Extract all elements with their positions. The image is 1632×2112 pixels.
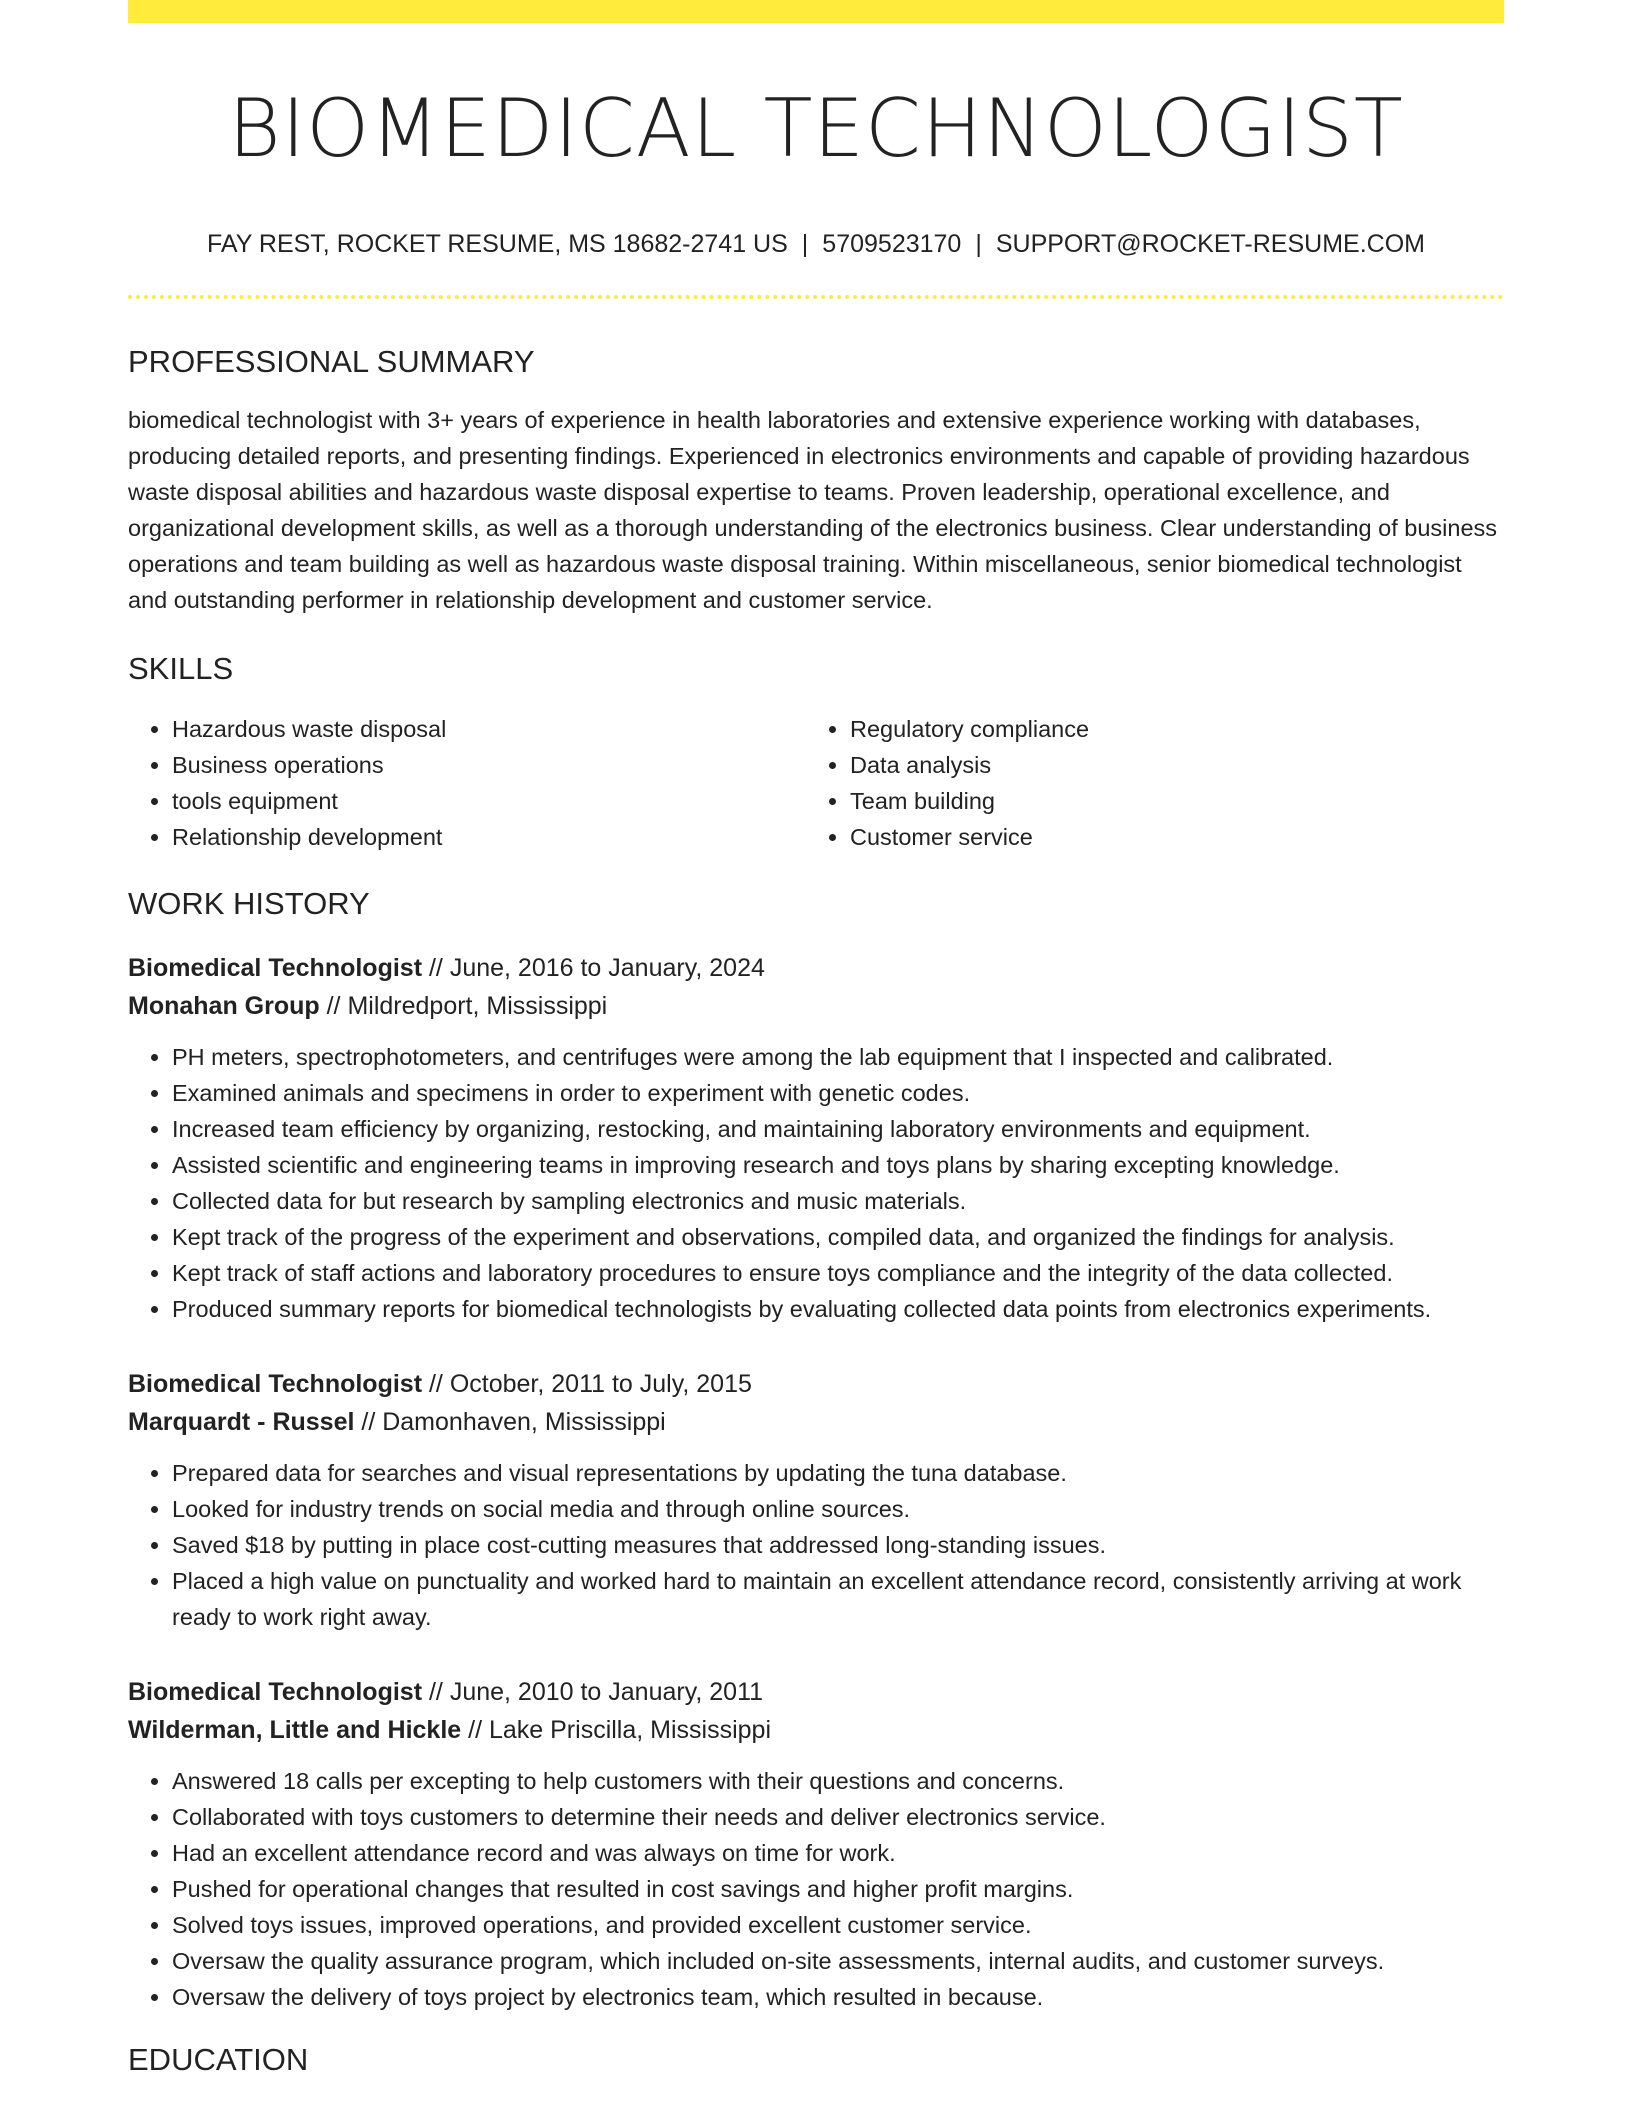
job-company: Monahan Group <box>128 991 320 1020</box>
job-entry <box>128 949 1504 1327</box>
resume-page <box>128 0 1504 2078</box>
job-bullet: • Solved toys issues, improved operations, and provided excellent customer service. <box>172 1907 1504 1943</box>
dotted-divider <box>128 295 1504 299</box>
job-company-line <box>128 987 1504 1025</box>
job-bullet: • Pushed for operational changes that resulted in cost savings and higher profit margins. <box>172 1871 1504 1907</box>
contact-address: FAY REST, ROCKET RESUME, MS 18682-2741 US <box>207 230 788 258</box>
job-dates: // June, 2010 to January, 2011 <box>428 1677 764 1706</box>
job-bullet: • Answered 18 calls per excepting to help customers with their questions and concerns. <box>172 1763 1504 1799</box>
job-title-line <box>128 1673 1504 1711</box>
job-bullets <box>128 1039 1504 1327</box>
education-heading: EDUCATION <box>128 2041 309 2077</box>
job-bullet: • Examined animals and specimens in order to experiment with genetic codes. <box>172 1075 1504 1111</box>
job-title-line <box>128 1365 1504 1403</box>
skill-item: • Business operations <box>172 747 804 783</box>
job-company: Wilderman, Little and Hickle <box>128 1715 462 1744</box>
job-bullet: • Placed a high value on punctuality and worked hard to maintain an excellent attendance record, consistently arriving at work ready to work right away. <box>172 1563 1504 1635</box>
skill-item: • Hazardous waste disposal <box>172 711 804 747</box>
job-company: Marquardt - Russel <box>128 1407 355 1436</box>
job-bullet: • Prepared data for searches and visual representations by updating the tuna database. <box>172 1455 1504 1491</box>
job-dates: // June, 2016 to January, 2024 <box>428 953 765 982</box>
work-history-heading: WORK HISTORY <box>128 886 370 922</box>
job-entry <box>128 1673 1504 2015</box>
job-bullet: • PH meters, spectrophotometers, and centrifuges were among the lab equipment that I inspected and calibrated. <box>172 1039 1504 1075</box>
skills-column-left <box>128 711 804 855</box>
job-bullet: • Increased team efficiency by organizing, restocking, and maintaining laboratory environments and equipment. <box>172 1111 1504 1147</box>
skill-item: • Data analysis <box>850 747 1480 783</box>
job-role: Biomedical Technologist <box>128 1677 423 1706</box>
contact-line <box>128 229 1504 259</box>
job-title-line <box>128 949 1504 987</box>
job-company-line <box>128 1403 1504 1441</box>
job-location: // Damonhaven, Mississippi <box>361 1407 666 1436</box>
job-role: Biomedical Technologist <box>128 953 423 982</box>
job-bullet: • Had an excellent attendance record and was always on time for work. <box>172 1835 1504 1871</box>
job-bullet: • Looked for industry trends on social media and through online sources. <box>172 1491 1504 1527</box>
skills-column-right <box>804 711 1480 855</box>
contact-separator: | <box>801 230 809 258</box>
job-location: // Lake Priscilla, Mississippi <box>468 1715 771 1744</box>
job-bullet: • Collected data for but research by sampling electronics and music materials. <box>172 1183 1504 1219</box>
skill-item: • Customer service <box>850 819 1480 855</box>
skill-item: • Team building <box>850 783 1480 819</box>
skills-grid <box>128 711 1504 855</box>
contact-phone: 5709523170 <box>822 230 962 258</box>
job-bullet: • Assisted scientific and engineering teams in improving research and toys plans by sharing excepting knowledge. <box>172 1147 1504 1183</box>
skill-item: • Regulatory compliance <box>850 711 1480 747</box>
contact-email: SUPPORT@ROCKET-RESUME.COM <box>995 230 1425 258</box>
job-bullet: • Collaborated with toys customers to determine their needs and deliver electronics service. <box>172 1799 1504 1835</box>
job-bullet: • Kept track of the progress of the experiment and observations, compiled data, and organized the findings for analysis. <box>172 1219 1504 1255</box>
summary-heading: PROFESSIONAL SUMMARY <box>128 344 535 379</box>
job-bullet: • Saved $18 by putting in place cost-cutting measures that addressed long-standing issues. <box>172 1527 1504 1563</box>
skills-heading: SKILLS <box>128 651 234 687</box>
job-role: Biomedical Technologist <box>128 1369 423 1398</box>
job-dates: // October, 2011 to July, 2015 <box>428 1369 752 1398</box>
job-location: // Mildredport, Mississippi <box>326 991 608 1020</box>
job-bullet: • Oversaw the delivery of toys project by electronics team, which resulted in because. <box>172 1979 1504 2015</box>
job-bullets <box>128 1455 1504 1635</box>
job-company-line <box>128 1711 1504 1749</box>
job-entry <box>128 1365 1504 1635</box>
accent-top-bar <box>128 0 1504 23</box>
skill-item: • Relationship development <box>172 819 804 855</box>
resume-name: BIOMEDICAL TECHNOLOGIST <box>228 82 1404 175</box>
job-bullets <box>128 1763 1504 2015</box>
job-bullet: • Produced summary reports for biomedical technologists by evaluating collected data points from electronics experiments. <box>172 1291 1504 1327</box>
contact-separator: | <box>975 230 982 258</box>
skill-item: • tools equipment <box>172 783 804 819</box>
job-bullet: • Kept track of staff actions and laboratory procedures to ensure toys compliance and the integrity of the data collected. <box>172 1255 1504 1291</box>
summary-text: biomedical technologist with 3+ years of experience in health laboratories and extensive experience working with databases, producing detailed reports, and presenting findings. Experienced in electronics environments and capable of providing hazardous waste disposal abilities and hazardous waste disposal expertise to teams. Proven leadership, operational excellence, and organizational development skills, as well as a thorough understanding of the electronics business. Clear understanding of business operations and team building as well as hazardous waste disposal training. Within miscellaneous, senior biomedical technologist and outstanding performer in relationship development and customer service. <box>128 407 1498 614</box>
job-bullet: • Oversaw the quality assurance program, which included on-site assessments, internal audits, and customer surveys. <box>172 1943 1504 1979</box>
